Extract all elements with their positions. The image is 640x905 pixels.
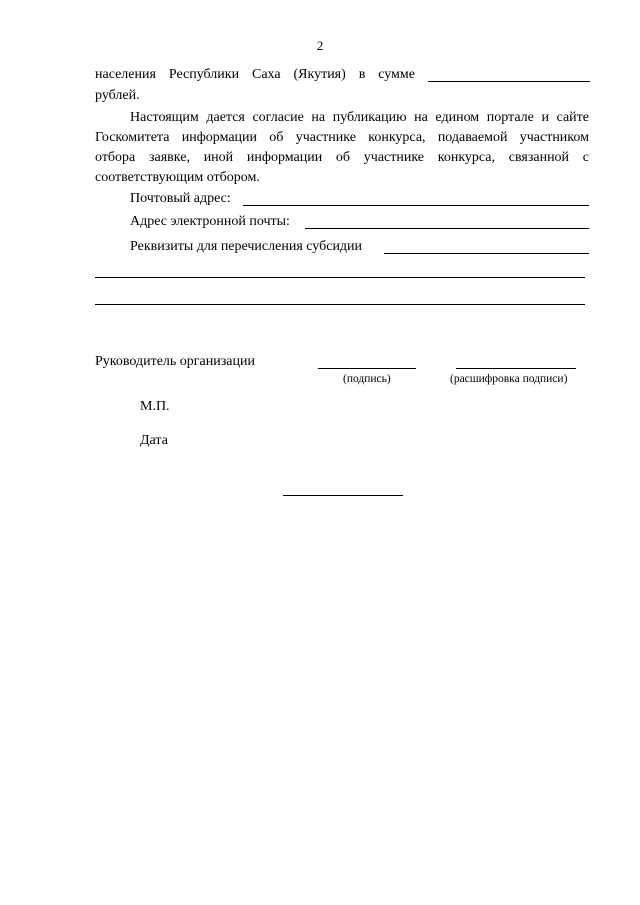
requisites-label: Реквизиты для перечисления субсидии bbox=[130, 239, 363, 254]
email-label: Адрес электронной почты: bbox=[130, 214, 290, 229]
signature-decoding-caption: (расшифровка подписи) bbox=[450, 373, 568, 385]
signature-caption: (подпись) bbox=[343, 373, 391, 385]
email-blank[interactable] bbox=[305, 228, 589, 229]
postal-address-label: Почтовый адрес: bbox=[130, 191, 231, 206]
postal-address-blank[interactable] bbox=[243, 205, 589, 206]
page-number: 2 bbox=[316, 38, 324, 53]
requisites-blank[interactable] bbox=[384, 253, 589, 254]
currency-text: рублей. bbox=[95, 88, 140, 103]
consent-line-1: Настоящим дается согласие на публикацию на едином портале и сайте bbox=[130, 110, 589, 125]
consent-line-3: отбора заявке, иной информации об участнике конкурса, связанной с bbox=[95, 150, 589, 165]
signature-blank[interactable] bbox=[318, 368, 416, 369]
amount-text-line: населения Республики Саха (Якутия) в сумме bbox=[95, 67, 415, 82]
consent-line-2: Госкомитета информации об участнике конкурса, подаваемой участником bbox=[95, 130, 589, 145]
signature-decoding-blank[interactable] bbox=[456, 368, 576, 369]
closing-separator-line bbox=[283, 495, 403, 496]
date-label: Дата bbox=[140, 433, 168, 448]
stamp-label: М.П. bbox=[140, 399, 170, 414]
requisites-blank-line-2[interactable] bbox=[95, 277, 585, 278]
head-of-organization-label: Руководитель организации bbox=[95, 354, 255, 369]
consent-line-4: соответствующим отбором. bbox=[95, 170, 260, 185]
requisites-blank-line-3[interactable] bbox=[95, 304, 585, 305]
amount-blank-line[interactable] bbox=[428, 81, 590, 82]
